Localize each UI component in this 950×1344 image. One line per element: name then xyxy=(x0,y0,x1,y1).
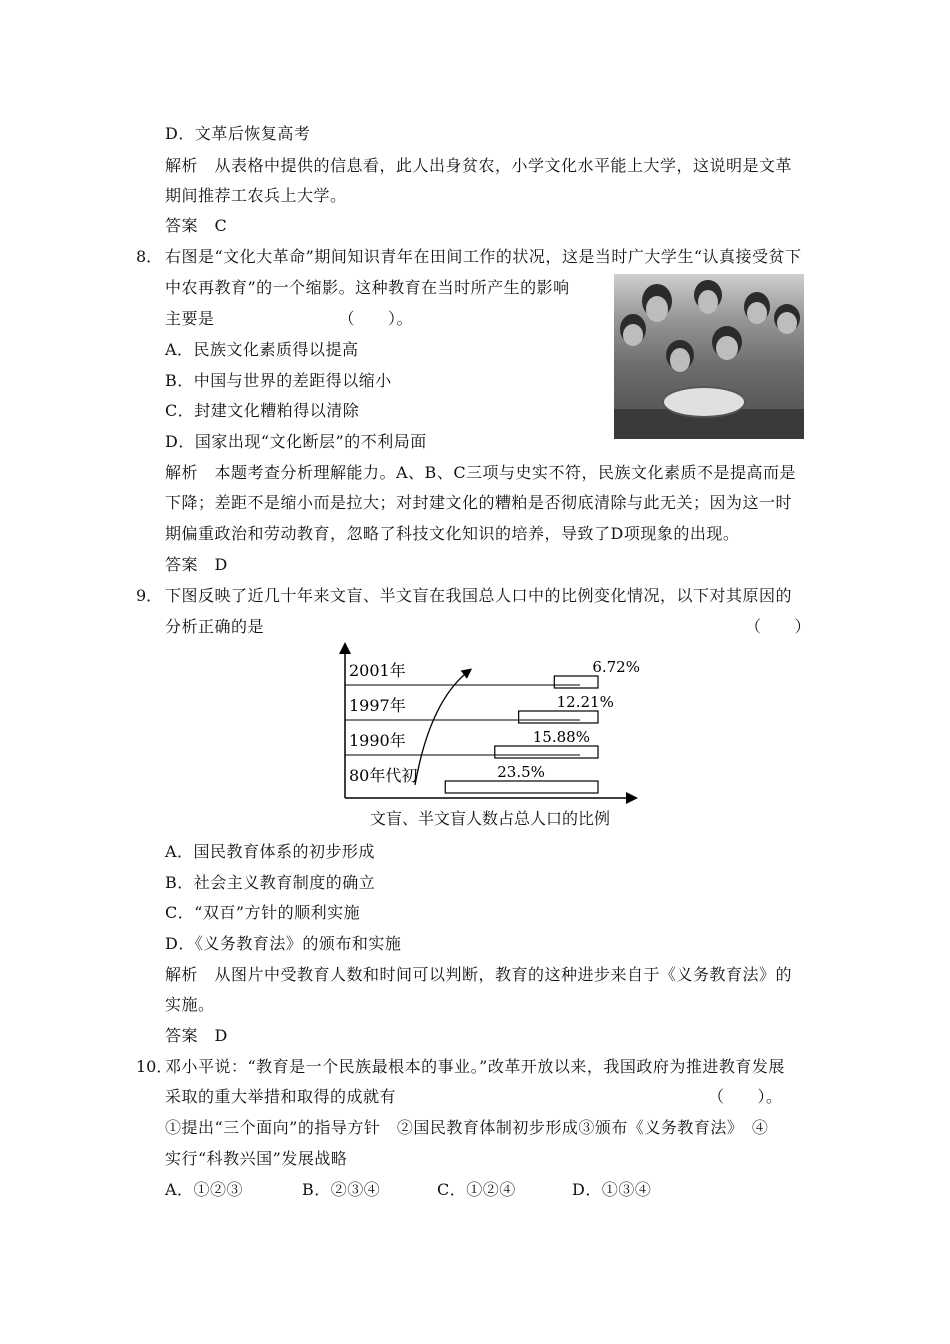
data-label: 15.88% xyxy=(532,728,590,746)
bar xyxy=(519,711,598,723)
question-number: 10． xyxy=(136,1057,173,1076)
bar xyxy=(554,676,598,688)
analysis-line: 解析 从图片中受教育人数和时间可以判断，教育的这种进步来自于《义务教育法》的 xyxy=(165,965,793,984)
statement-items: ①提出“三个面向”的指导方针 ②国民教育体制初步形成③颁布《义务教育法》 ④ xyxy=(165,1118,769,1137)
category-label: 2001年 xyxy=(349,661,406,680)
option-d: D．①③④ xyxy=(572,1180,652,1199)
bar xyxy=(445,781,598,793)
question-stem: 右图是“文化大革命”期间知识青年在田间工作的状况，这是当时广大学生“认真接受贫下 xyxy=(165,247,802,266)
analysis-line: 实施。 xyxy=(165,995,215,1014)
analysis-line: 解析 本题考查分析理解能力。A、B、C三项与史实不符，民族文化素质不是提高而是 xyxy=(165,463,797,482)
historical-photo xyxy=(614,274,804,439)
trend-arrow xyxy=(415,670,470,785)
option-a: A．民族文化素质得以提高 xyxy=(165,340,359,359)
answer: 答案 D xyxy=(165,555,228,574)
illiteracy-chart xyxy=(330,640,640,828)
answer: 答案 D xyxy=(165,1026,228,1045)
data-label: 23.5% xyxy=(497,763,545,781)
analysis-line: 期偏重政治和劳动教育，忽略了科技文化知识的培养，导致了D项现象的出现。 xyxy=(165,524,740,543)
chart-svg xyxy=(330,640,640,805)
question-number: 9． xyxy=(136,586,163,605)
chart-title: 文盲、半文盲人数占总人口的比例 xyxy=(370,809,611,828)
option-c: C．“双百”方针的顺利实施 xyxy=(165,903,361,922)
option-b: B．②③④ xyxy=(302,1180,381,1199)
option-c: C．封建文化糟粕得以清除 xyxy=(165,401,360,420)
answer-blank: （ ） xyxy=(745,617,812,636)
option-d: D．文革后恢复高考 xyxy=(165,124,311,143)
option-a: A．①②③ xyxy=(165,1180,244,1199)
category-label: 1990年 xyxy=(349,731,406,750)
question-stem: 分析正确的是 xyxy=(165,617,265,636)
analysis-line: 期间推荐工农兵上大学。 xyxy=(165,186,347,205)
question-stem: 主要是 （ ）。 xyxy=(165,309,414,328)
data-label: 6.72% xyxy=(592,658,640,676)
option-d: D．《义务教育法》的颁布和实施 xyxy=(165,934,402,953)
option-b: B．社会主义教育制度的确立 xyxy=(165,873,376,892)
option-b: B．中国与世界的差距得以缩小 xyxy=(165,371,392,390)
option-c: C．①②④ xyxy=(437,1180,516,1199)
analysis-line: 解析 从表格中提供的信息看，此人出身贫农，小学文化水平能上大学，这说明是文革 xyxy=(165,156,793,175)
option-a: A．国民教育体系的初步形成 xyxy=(165,842,376,861)
question-stem: 下图反映了近几十年来文盲、半文盲在我国总人口中的比例变化情况，以下对其原因的 xyxy=(165,586,793,605)
data-label: 12.21% xyxy=(556,693,614,711)
answer-blank: （ ）。 xyxy=(708,1087,783,1106)
category-label: 1997年 xyxy=(349,696,406,715)
answer: 答案 C xyxy=(165,216,228,235)
bar xyxy=(495,746,598,758)
question-number: 8． xyxy=(136,247,163,266)
analysis-line: 下降；差距不是缩小而是拉大；对封建文化的糟粕是否彻底清除与此无关；因为这一时 xyxy=(165,493,793,512)
question-stem: 中农再教育”的一个缩影。这种教育在当时所产生的影响 xyxy=(165,278,570,297)
statement-items: 实行“科教兴国”发展战略 xyxy=(165,1149,348,1168)
question-stem: 邓小平说：“教育是一个民族最根本的事业。”改革开放以来，我国政府为推进教育发展 xyxy=(165,1057,785,1076)
question-stem: 采取的重大举措和取得的成就有 xyxy=(165,1087,397,1106)
category-label: 80年代初 xyxy=(349,766,418,785)
option-d: D．国家出现“文化断层”的不利局面 xyxy=(165,432,427,451)
